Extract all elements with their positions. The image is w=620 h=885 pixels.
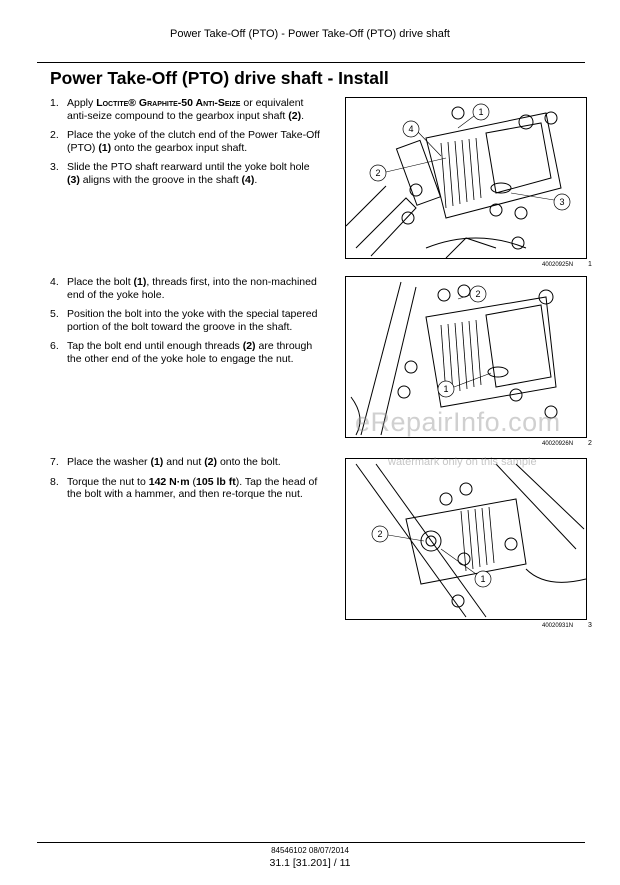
fig1-callout-1: 1	[478, 107, 484, 117]
step-1: 1. Apply Loctite® Graphite-50 Anti-Seize or equivalent anti-seize compound to the gearbox input shaft (2).	[50, 97, 304, 122]
step-6: 6. Tap the bolt end until enough threads (2) are through the other end of the yoke hole to engage the nut.	[50, 340, 313, 365]
running-header: Power Take-Off (PTO) - Power Take-Off (PTO) drive shaft	[170, 28, 450, 40]
fig2-callout-1: 1	[443, 384, 449, 394]
page-title: Power Take-Off (PTO) drive shaft - Install	[50, 68, 389, 88]
fig3-callout-1: 1	[480, 574, 486, 584]
figure-1-number: 1	[588, 261, 592, 268]
figure-1	[345, 97, 587, 259]
figure-3-id: 40020931N	[542, 623, 574, 629]
fig1-callout-2: 2	[375, 168, 381, 178]
steps-group-3	[50, 456, 325, 508]
figure-2-number: 2	[588, 440, 592, 447]
watermark-site: eRepairInfo.com	[355, 407, 561, 437]
figure-3-number: 3	[588, 622, 592, 629]
footer-page-number: 31.1 [31.201] / 11	[269, 857, 351, 869]
step-3: 3. Slide the PTO shaft rearward until the yoke bolt hole (3) aligns with the groove in the shaft (4).	[50, 161, 310, 186]
step-7: 7. Place the washer (1) and nut (2) onto the bolt.	[50, 456, 281, 468]
figure-1-drawing	[346, 98, 586, 258]
step-5: 5. Position the bolt into the yoke with the special tapered portion of the bolt toward the groove in the shaft.	[50, 308, 318, 333]
step-2: 2. Place the yoke of the clutch end of the Power Take-Off (PTO) (1) onto the gearbox input shaft.	[50, 129, 320, 154]
header-rule	[37, 62, 585, 63]
figure-3	[345, 458, 587, 620]
watermark-note: watermark only on this sample	[388, 456, 537, 468]
footer-rule	[37, 842, 585, 843]
fig1-callout-3: 3	[559, 197, 565, 207]
figure-3-drawing	[346, 459, 586, 619]
step-4: 4. Place the bolt (1), threads first, into the non-machined end of the yoke hole.	[50, 276, 317, 301]
fig3-callout-2: 2	[377, 529, 383, 539]
steps-group-2	[50, 276, 325, 372]
fig1-callout-4: 4	[408, 124, 414, 134]
figure-2-id: 40020926N	[542, 441, 574, 447]
step-8: 8. Torque the nut to 142 N·m (105 lb ft). Tap the head of the bolt with a hammer, and then re-torque the nut.	[50, 475, 318, 500]
fig2-callout-2: 2	[475, 289, 481, 299]
footer-document-id: 84546102 08/07/2014	[271, 846, 349, 855]
steps-group-1	[50, 97, 325, 193]
figure-1-id: 40020925N	[542, 262, 574, 268]
